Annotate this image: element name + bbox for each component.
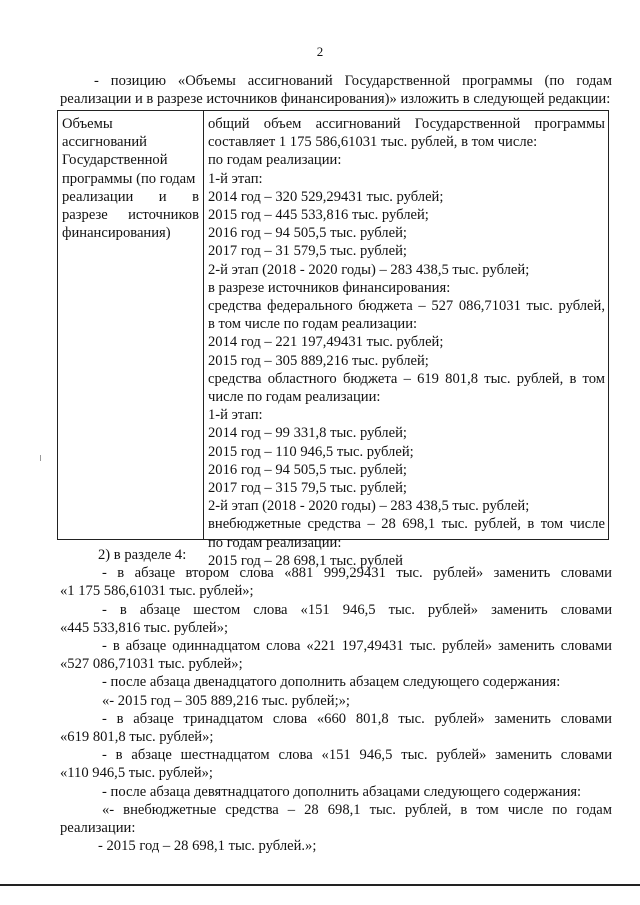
paragraph-line: реализации: — [60, 820, 136, 837]
paragraph-line: - в абзаце одиннадцатом слова «221 197,49431 тыс. рублей» заменить словами — [102, 638, 612, 655]
label-line: программы (по годам — [62, 170, 196, 187]
label-line: Государственной — [62, 152, 168, 169]
paragraph-line: «110 946,5 тыс. рублей»; — [60, 765, 213, 782]
table-value-cell — [208, 115, 605, 570]
paragraph-line: «- внебюджетные средства – 28 698,1 тыс. рублей, в том числе по годам — [102, 801, 612, 818]
paragraph-line: «619 801,8 тыс. рублей»; — [60, 729, 214, 746]
value-line: общий объем ассигнований Государственной программы — [208, 116, 605, 132]
value-line: в разрезе источников финансирования: — [208, 279, 451, 296]
value-line: средства федерального бюджета – 527 086,71031 тыс. рублей, — [208, 298, 605, 315]
scan-margin-mark — [40, 455, 41, 461]
label-line: ассигнований — [62, 134, 147, 151]
page-bottom-rule — [0, 884, 640, 886]
intro-line-2: реализации и в разрезе источников финансирования)» изложить в следующей редакции: — [60, 91, 611, 107]
label-line: разрезе источников — [62, 207, 199, 224]
value-line: числе по годам реализации: — [208, 389, 381, 406]
value-line: в том числе по годам реализации: — [208, 316, 418, 333]
value-line: 2015 год – 445 533,816 тыс. рублей; — [208, 207, 429, 224]
paragraph-line: «1 175 586,61031 тыс. рублей»; — [60, 583, 254, 600]
value-line: по годам реализации: — [208, 152, 342, 169]
value-line: средства областного бюджета – 619 801,8 тыс. рублей, в том — [208, 370, 605, 387]
value-line: 2014 год – 221 197,49431 тыс. рублей; — [208, 334, 444, 351]
paragraph-line: - в абзаце шестнадцатом слова «151 946,5 тыс. рублей» заменить словами — [102, 747, 612, 764]
value-line: 2017 год – 315 79,5 тыс. рублей; — [208, 480, 407, 497]
value-line: 2015 год – 28 698,1 тыс. рублей — [208, 552, 403, 569]
paragraph-line: 2) в разделе 4: — [98, 547, 187, 563]
paragraph-line: - в абзаце втором слова «881 999,29431 тыс. рублей» заменить словами — [102, 565, 612, 582]
value-line: 2014 год – 320 529,29431 тыс. рублей; — [208, 188, 444, 205]
paragraph-line: «527 086,71031 тыс. рублей»; — [60, 656, 243, 673]
value-line: 1-й этап: — [208, 407, 263, 424]
paragraph-line: - в абзаце тринадцатом слова «660 801,8 тыс. рублей» заменить словами — [102, 710, 612, 727]
page-number: 2 — [316, 44, 324, 59]
label-line: Объемы — [62, 116, 113, 132]
paragraph-line: - в абзаце шестом слова «151 946,5 тыс. рублей» заменить словами — [102, 601, 612, 618]
value-line: 2-й этап (2018 - 2020 годы) – 283 438,5 тыс. рублей; — [208, 498, 530, 515]
table-label-cell — [62, 115, 199, 242]
paragraph-line: - после абзаца двенадцатого дополнить абзацем следующего содержания: — [102, 674, 561, 691]
intro-line-1: - позицию «Объемы ассигнований Государственной программы (по годам — [94, 73, 612, 89]
value-line: 2015 год – 110 946,5 тыс. рублей; — [208, 443, 414, 460]
paragraph-line: «- 2015 год – 305 889,216 тыс. рублей;»; — [102, 692, 350, 709]
value-line: составляет 1 175 586,61031 тыс. рублей, в том числе: — [208, 134, 538, 151]
paragraph-line: «445 533,816 тыс. рублей»; — [60, 619, 229, 636]
amendment-text — [60, 546, 612, 855]
paragraph-line: - 2015 год – 28 698,1 тыс. рублей.»; — [98, 838, 317, 855]
value-line: 1-й этап: — [208, 170, 263, 187]
table-column-divider — [203, 111, 204, 539]
value-line: 2016 год – 94 505,5 тыс. рублей; — [208, 461, 407, 478]
label-line: реализации и в — [62, 188, 199, 205]
label-line: финансирования) — [62, 225, 171, 242]
value-line: 2016 год – 94 505,5 тыс. рублей; — [208, 225, 407, 242]
value-line: 2014 год – 99 331,8 тыс. рублей; — [208, 425, 407, 442]
value-line: по годам реализации: — [208, 534, 342, 551]
paragraph-line: - после абзаца девятнадцатого дополнить абзацами следующего содержания: — [102, 783, 582, 800]
value-line: внебюджетные средства – 28 698,1 тыс. рублей, в том числе — [208, 516, 605, 533]
value-line: 2-й этап (2018 - 2020 годы) – 283 438,5 тыс. рублей; — [208, 261, 530, 278]
value-line: 2017 год – 31 579,5 тыс. рублей; — [208, 243, 407, 260]
value-line: 2015 год – 305 889,216 тыс. рублей; — [208, 352, 429, 369]
